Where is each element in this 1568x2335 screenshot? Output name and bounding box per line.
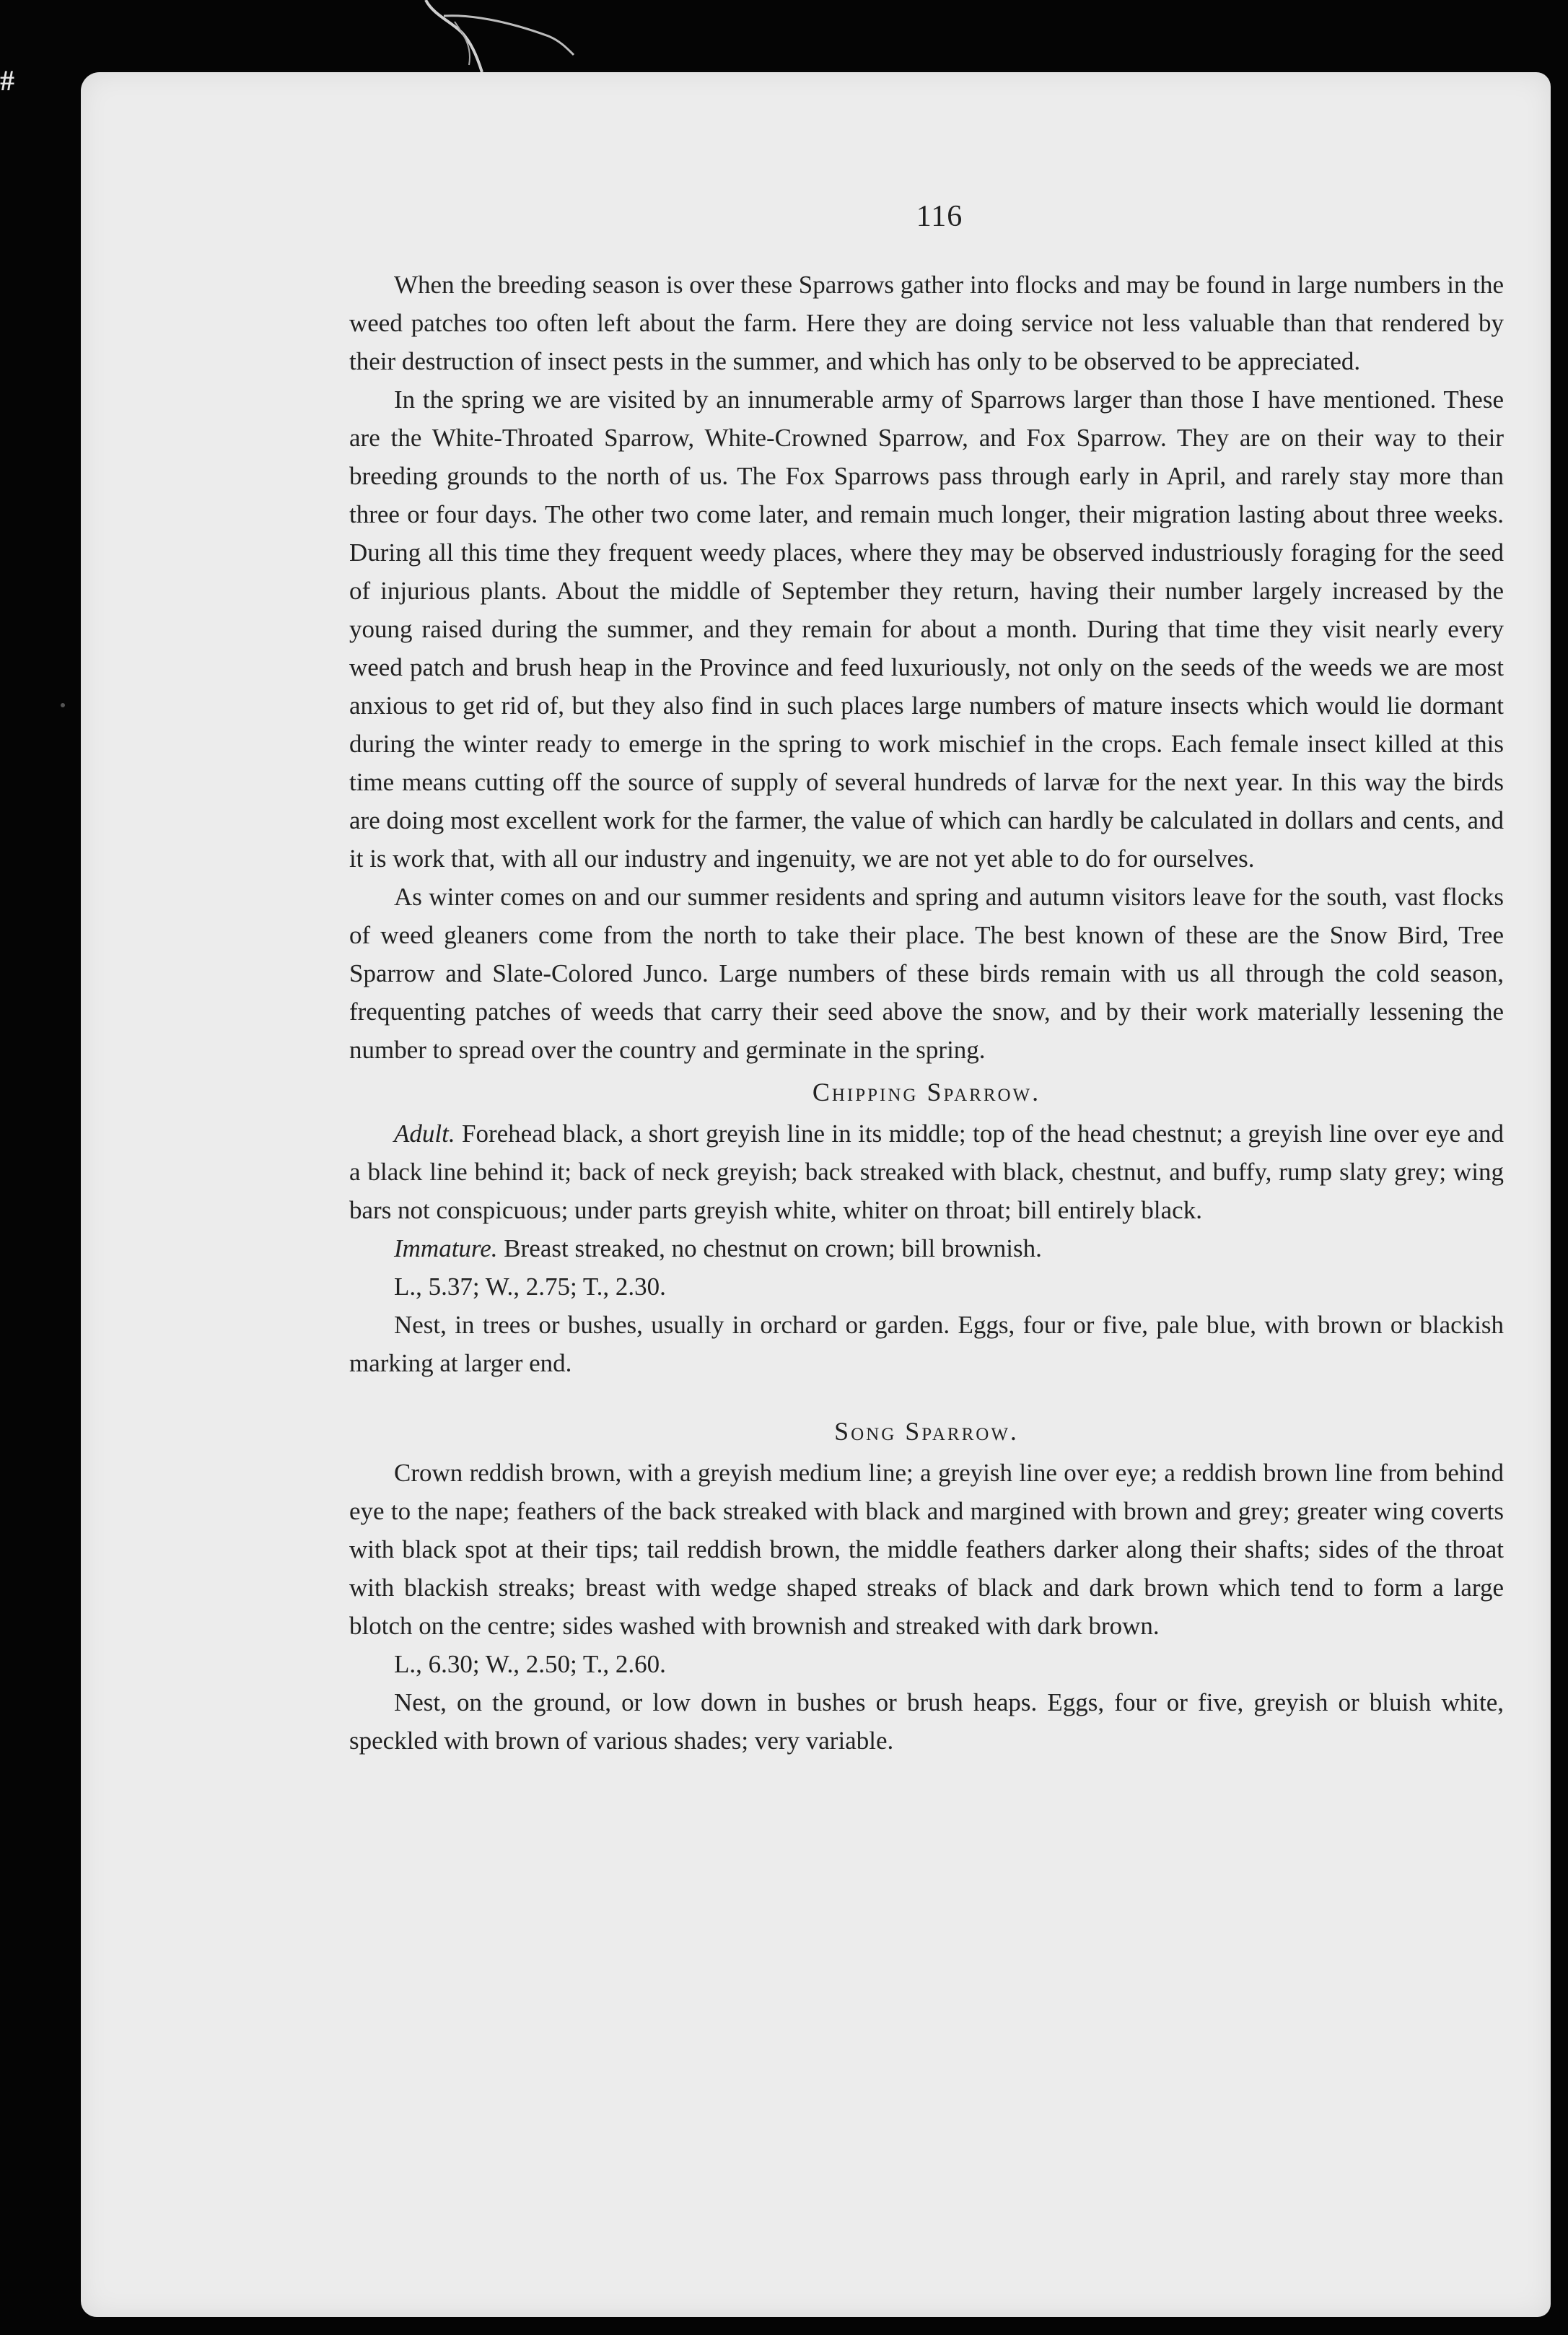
thread-fiber: [0, 0, 649, 79]
chipping-sparrow-heading: Chipping Sparrow.: [812, 1078, 1041, 1107]
adult-label: Adult.: [394, 1120, 455, 1148]
chipping-sparrow-measurements: L., 5.37; W., 2.75; T., 2.30.: [394, 1273, 666, 1301]
body-paragraph-3: As winter comes on and our summer residents and spring and autumn visitors leave for the south, vast flocks of weed gleaners come from the north to take their place. The best known of these are the Snow Bird, Tree Sparrow and Slate-Colored Junco. Large numbers of these birds remain with us all through the cold season, frequenting patches of weeds that carry their seed above the snow, and by their work materially lessening the number to spread over the country and germinate in the spring.: [349, 883, 1504, 1064]
page-speck: [61, 703, 65, 707]
body-paragraph-2: In the spring we are visited by an innumerable army of Sparrows larger than those I have mentioned. These are the White-Throated Sparrow, White-Crowned Sparrow, and Fox Sparrow. They are on their way to their breeding grounds to the north of us. The Fox Sparrows pass through early in April, and rarely stay more than three or four days. The other two come later, and remain much longer, their migration lasting about three weeks. During all this time they frequent weedy places, where they may be observed industriously foraging for the seed of injurious plants. About the middle of September they return, having their number largely increased by the young raised during the summer, and they remain for about a month. During that time they visit nearly every weed patch and brush heap in the Province and feed luxuriously, not only on the seeds of the weeds we are most anxious to get rid of, but they also find in such places large numbers of mature insects which would lie dormant during the winter ready to emerge in the spring to work mischief in the crops. Each female insect killed at this time means cutting off the source of supply of several hundreds of larvæ for the next year. In this way the birds are doing most excellent work for the farmer, the value of which can hardly be calculated in dollars and cents, and it is work that, with all our industry and ingenuity, we are not yet able to do for ourselves.: [349, 385, 1504, 873]
immature-description: Breast streaked, no chestnut on crown; bill brownish.: [497, 1234, 1042, 1262]
immature-label: Immature.: [394, 1234, 498, 1262]
song-sparrow-description: Crown reddish brown, with a greyish medium line; a greyish line over eye; a reddish brown line from behind eye to the nape; feathers of the back streaked with black and margined with brown and grey; greater wing coverts with black spot at their tips; tail reddish brown, the middle feathers darker along their shafts; sides of the throat with blackish streaks; breast with wedge shaped streaks of black and dark brown which tend to form a large blotch on the centre; sides washed with brownish and streaked with dark brown.: [349, 1459, 1504, 1640]
page-number: 116: [916, 200, 963, 233]
body-paragraph-1: When the breeding season is over these Sparrows gather into flocks and may be found in large numbers in the weed patches too often left about the farm. Here they are doing service not less valuable than that rendered by their destruction of insect pests in the summer, and which has only to be observed to be appreciated.: [349, 271, 1504, 375]
chipping-sparrow-adult: [349, 1114, 1504, 1229]
page-content: [349, 266, 1504, 1760]
adult-description: Forehead black, a short greyish line in its middle; top of the head chestnut; a greyish line over eye and a black line behind it; back of neck greyish; back streaked with black, chestnut, and buffy, rump slaty grey; wing bars not conspicuous; under parts greyish white, whiter on throat; bill entirely black.: [349, 1120, 1504, 1224]
chipping-sparrow-immature: [349, 1229, 1504, 1267]
scan-corner-mark: #: [0, 64, 14, 97]
song-sparrow-nest: Nest, on the ground, or low down in bushes or brush heaps. Eggs, four or five, greyish or bluish white, speckled with brown of various shades; very variable.: [349, 1688, 1504, 1755]
chipping-sparrow-nest: Nest, in trees or bushes, usually in orchard or garden. Eggs, four or five, pale blue, with brown or blackish marking at larger end.: [349, 1311, 1504, 1377]
song-sparrow-heading: Song Sparrow.: [834, 1417, 1019, 1446]
song-sparrow-measurements: L., 6.30; W., 2.50; T., 2.60.: [394, 1650, 666, 1678]
